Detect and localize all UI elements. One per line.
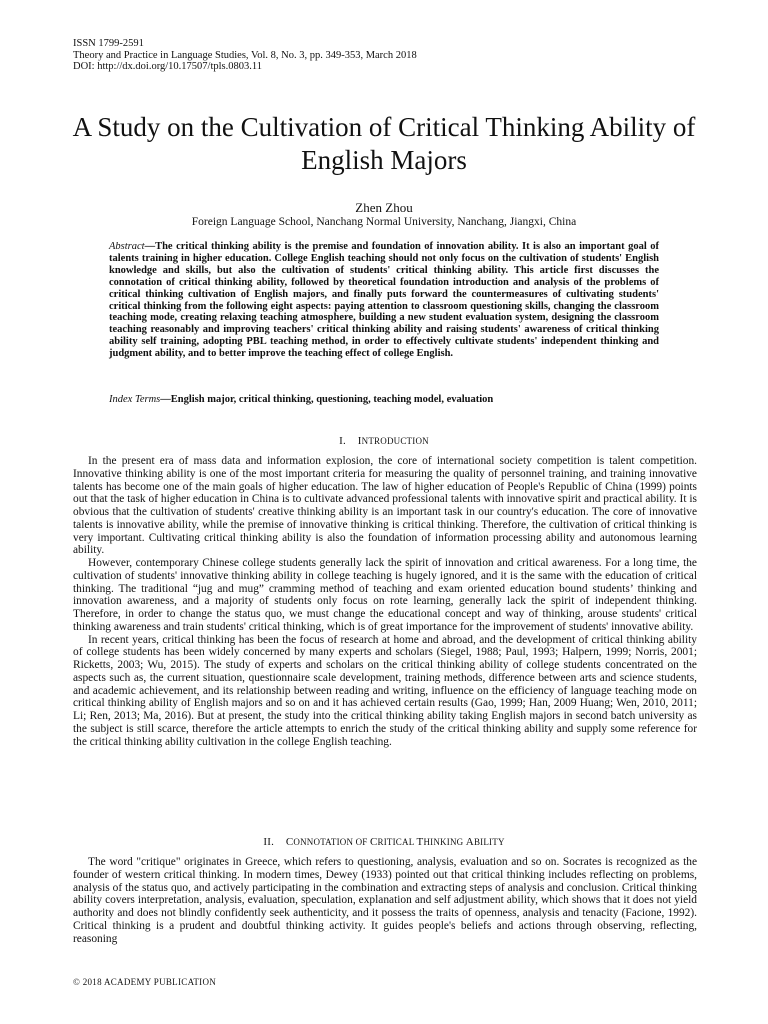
doi-line: DOI: http://dx.doi.org/10.17507/tpls.0803.11 — [73, 61, 263, 72]
issn-line: ISSN 1799-2591 — [73, 38, 144, 49]
index-terms-text: —English major, critical thinking, questioning, teaching model, evaluation — [160, 394, 494, 405]
abstract — [109, 241, 659, 360]
author-affiliation: Foreign Language School, Nanchang Normal University, Nanchang, Jiangxi, China — [191, 216, 577, 228]
section-title-part: ONNOTATION OF — [293, 837, 370, 847]
section-title-part: T — [416, 836, 424, 848]
index-terms — [109, 394, 659, 406]
section-title-part: C — [369, 836, 378, 848]
section-title-part: A — [465, 836, 474, 848]
journal-header — [73, 38, 417, 73]
section-title-part: RITICAL — [377, 837, 417, 847]
section-title-part: C — [285, 836, 294, 848]
section-title-part: BILITY — [473, 837, 505, 847]
body-paragraph: In recent years, critical thinking has been the focus of research at home and abroad, and the development of critical thinking ability of college students has been widely concerned by many experts and scholars (Siegel, 1988; Paul, 1993; Halpern, 1999; Norris, 2001; Ricketts, 2003; Wu, 2015). The study of experts and scholars on the critical thinking ability of college students concentrated on the aspects such as, the current situation, questionnaire scale development, training methods, difference between arts and science students, and academic achievement, and its relationship between reading and writing, influence on the efficiency of language teaching mode on critical thinking ability of English majors and so on and it has achieved certain results (Gao, 1999; Han, 2009 Huang; Wen, 2010, 2011; Li; Ren, 2013; Ma, 2016). But at present, the study into the critical thinking ability taking English majors in second batch university as the subject is still scarce, therefore the article attempts to enrich the study of the critical thinking ability and supply some reference for the critical thinking ability cultivation in the college English teaching. — [73, 633, 697, 748]
introduction-body — [73, 455, 697, 748]
section-number: II. — [263, 836, 275, 848]
abstract-text: —The critical thinking ability is the premise and foundation of innovation ability. It is also an important goal of talents training in higher education. College English teaching should not only focus on the cultivation of students' English knowledge and skills, but also the cultivation of students' critical thinking ability. This article first discusses the connotation of critical thinking ability, followed by theoretical foundation introduction and analysis of the problems of critical thinking cultivation of English majors, and finally puts forward the countermeasures of cultivating students' critical thinking from the following eight aspects: paying attention to classroom questioning skills, changing the classroom teaching mode, creating relaxing teaching atmosphere, building a new student evaluation system, designing the classroom teaching reasonably and improving teachers' critical thinking ability and raising students' awareness of critical thinking ability self training, adopting PBL teaching method, in order to effectively cultivate students' independent thinking and judgment ability, and to better improve the teaching effect of college English. — [109, 241, 659, 360]
publisher-footer: © 2018 ACADEMY PUBLICATION — [73, 977, 217, 987]
section-title-rest: NTRODUCTION — [361, 436, 429, 446]
index-terms-lead: Index Terms — [109, 394, 161, 405]
abstract-lead: Abstract — [109, 241, 145, 252]
section-title-part: HINKING — [423, 837, 466, 847]
body-paragraph: The word "critique" originates in Greece, which refers to questioning, analysis, evaluation and so on. Socrates is recognized as the founder of western critical thinking. In modern times, Dewey (1933) pointed out that critical thinking includes reflecting on problems, analysis of the status quo, and actively participating in the combination and extracting steps of analysis and conclusion. Critical thinking ability covers interpretation, analysis, evaluation, speculation, explanation and self adjustment ability, which shows that it does not yield authority and does not blindly confidently seek authenticity, and it possess the traits of openness, analysis and tenacity (Facione, 1992). Critical thinking is a prudent and doubtful thinking activity. It guides people's beliefs and actions through observing, reflecting, reasoning — [73, 856, 697, 945]
section-heading-introduction — [60, 435, 708, 448]
journal-citation-line: Theory and Practice in Language Studies, Vol. 8, No. 3, pp. 349-353, March 2018 — [73, 49, 417, 61]
paper-title: A Study on the Cultivation of Critical Thinking Ability of English Majors — [72, 112, 696, 175]
section-heading-connotation — [60, 836, 708, 849]
body-paragraph: However, contemporary Chinese college students generally lack the spirit of innovation and critical awareness. For a long time, the cultivation of students' innovative thinking ability in college teaching is hugely ignored, and it is the same with the education of critical thinking. The traditional “jug and mug” cramming method of teaching and exam oriented education bound students’ thinking and innovation awareness, and a majority of students only focus on rote learning, generally lack the spirit of independent thinking. Therefore, in order to change the status quo, we must change the educational concept and way of thinking, arouse students' critical thinking awareness and train students' critical thinking, which is of great importance for the improvement of students' innovative ability. — [73, 557, 697, 633]
connotation-body — [73, 856, 697, 945]
body-paragraph: In the present era of mass data and information explosion, the core of international society competition is talent competition. Innovative thinking ability is one of the most important criteria for measuring the quality of personnel training, and training innovative talents has become one of the main goals of higher education. The law of higher education of People's Republic of China (1999) points out that the task of higher education in China is to cultivate advanced professional talents with innovative spirit and practical ability. It is obvious that the cultivation of students' creative thinking ability is an important task in our country's education. The core of innovative talents is innovative ability, while the premise of innovative thinking is critical thinking. Therefore, the cultivation of critical thinking is very important. Cultivating critical thinking ability is also the foundation of information processing ability and autonomous learning ability. — [73, 455, 697, 557]
section-number: I. — [339, 435, 346, 447]
author-name: Zhen Zhou — [355, 200, 413, 215]
section-title-initial: I — [357, 435, 362, 447]
